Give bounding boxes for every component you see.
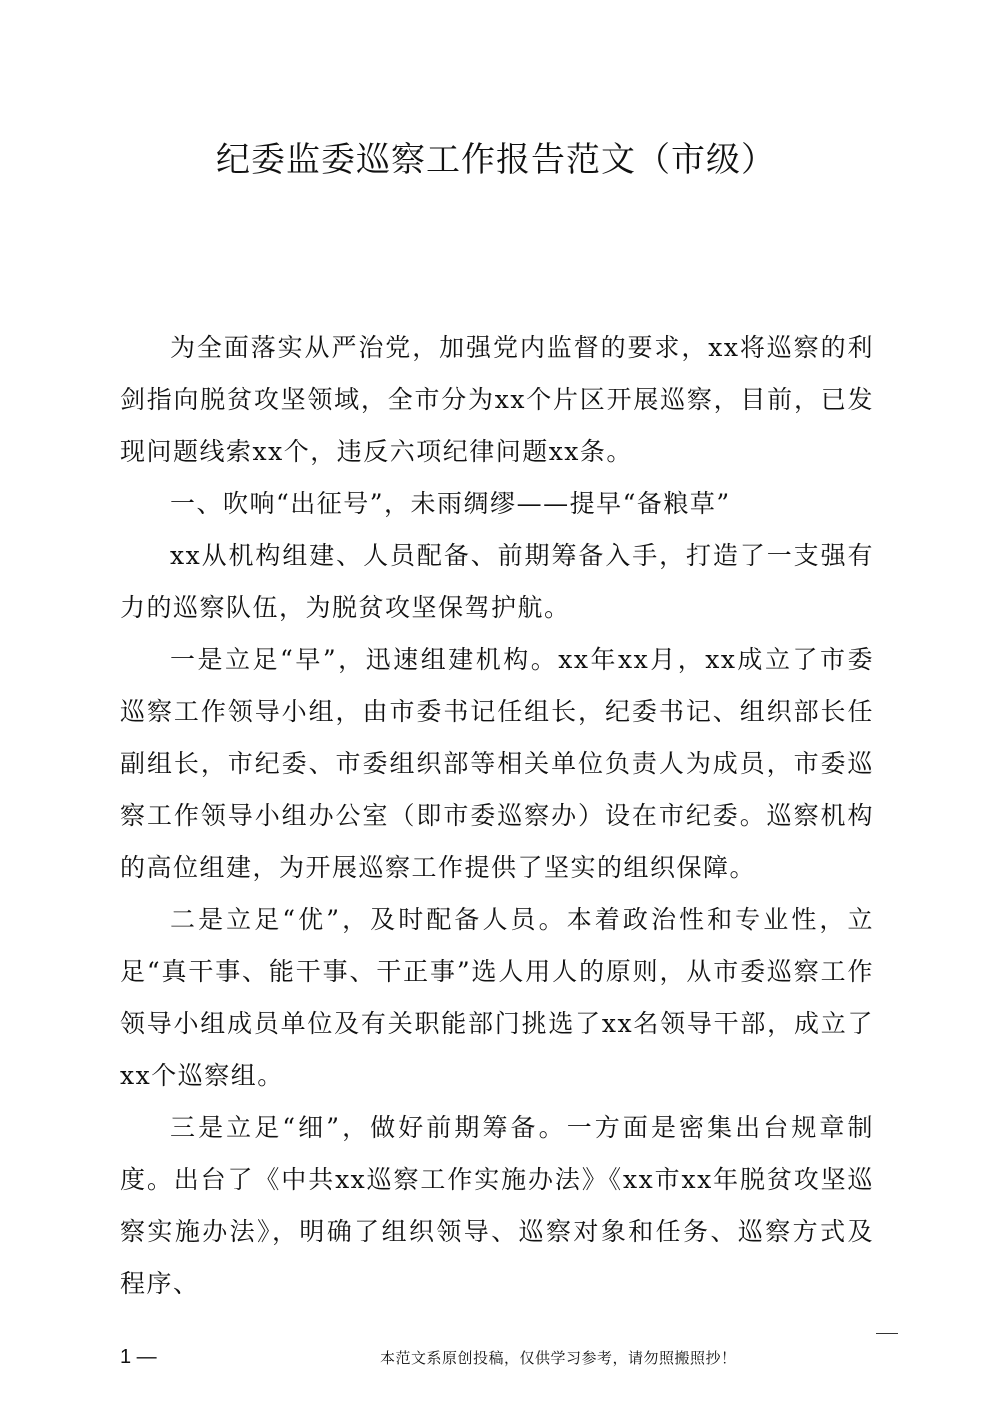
document-title: 纪委监委巡察工作报告范文（市级）: [216, 140, 776, 180]
paragraph-point-2: 二是立足“优”，及时配备人员。本着政治性和专业性，立足“真干事、能干事、干正事”选人用人的原则，从市委巡察工作领导小组成员单位及有关职能部门挑选了xx名领导干部，成立了xx个巡察组。: [120, 905, 874, 1090]
paragraph-intro: 为全面落实从严治党，加强党内监督的要求，xx将巡察的利剑指向脱贫攻坚领域，全市分为xx个片区开展巡察，目前，已发现问题线索xx个，违反六项纪律问题xx条。: [120, 333, 874, 466]
footer-note: 本范文系原创投稿，仅供学习参考，请勿照搬照抄！: [380, 1349, 737, 1367]
footer-divider: [876, 1333, 898, 1334]
paragraph-overview: xx从机构组建、人员配备、前期筹备入手，打造了一支强有力的巡察队伍，为脱贫攻坚保驾护航。: [120, 541, 874, 622]
section-heading-1: 一、吹响“出征号”，未雨绸缪——提早“备粮草”: [170, 489, 731, 518]
paragraph-point-1: 一是立足“早”，迅速组建机构。xx年xx月，xx成立了市委巡察工作领导小组，由市委书记任组长，纪委书记、组织部长任副组长，市纪委、市委组织部等相关单位负责人为成员，市委巡察工作领导小组办公室（即市委巡察办）设在市纪委。巡察机构的高位组建，为开展巡察工作提供了坚实的组织保障。: [120, 645, 874, 882]
page-number: 1 —: [120, 1346, 157, 1368]
paragraph-point-3: 三是立足“细”，做好前期筹备。一方面是密集出台规章制度。出台了《中共xx巡察工作实施办法》《xx市xx年脱贫攻坚巡察实施办法》，明确了组织领导、巡察对象和任务、巡察方式及程序、: [120, 1113, 874, 1298]
document-body: [120, 322, 874, 1310]
